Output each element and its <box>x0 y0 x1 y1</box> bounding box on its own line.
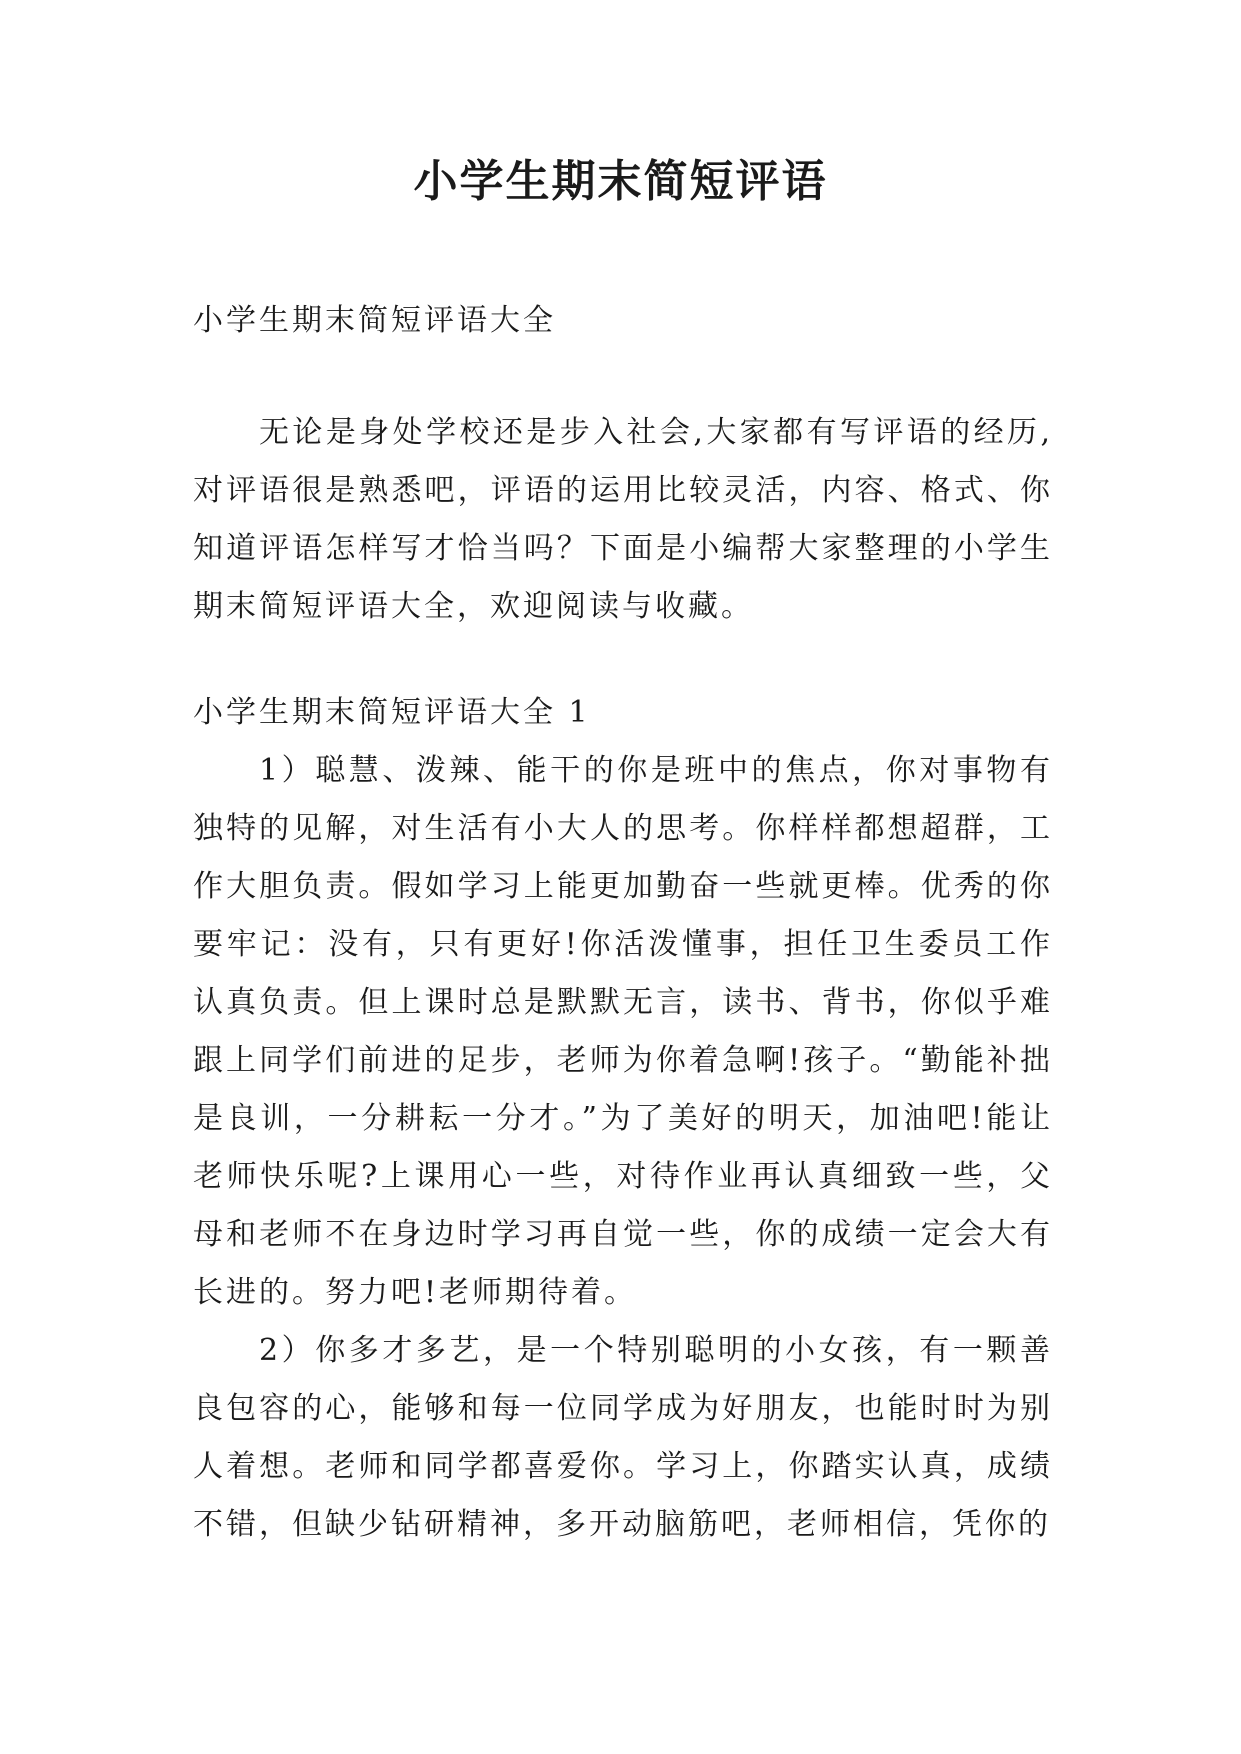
comment-paragraph-1: 1）聪慧、泼辣、能干的你是班中的焦点，你对事物有独特的见解，对生活有小大人的思考。你样样都想超群，工作大胆负责。假如学习上能更加勤奋一些就更棒。优秀的你要牢记：没有，只有更好!你活泼懂事，担任卫生委员工作认真负责。但上课时总是默默无言，读书、背书，你似乎难跟上同学们前进的足步，老师为你着急啊!孩子。“勤能补拙是良训，一分耕耘一分才。”为了美好的明天，加油吧!能让老师快乐呢?上课用心一些，对待作业再认真细致一些，父母和老师不在身边时学习再自觉一些，你的成绩一定会大有长进的。努力吧!老师期待着。 <box>193 753 1053 1310</box>
document-subtitle: 小学生期末简短评语大全 <box>193 303 556 338</box>
section-heading: 小学生期末简短评语大全 1 <box>193 695 591 730</box>
intro-paragraph: 无论是身处学校还是步入社会,大家都有写评语的经历,对评语很是熟悉吧，评语的运用比较灵活，内容、格式、你知道评语怎样写才恰当吗？下面是小编帮大家整理的小学生期末简短评语大全，欢迎阅读与收藏。 <box>193 415 1053 624</box>
spacer <box>193 350 1053 404</box>
comment-paragraph-2: 2）你多才多艺，是一个特别聪明的小女孩，有一颗善良包容的心，能够和每一位同学成为好朋友，也能时时为别人着想。老师和同学都喜爱你。学习上，你踏实认真，成绩不错，但缺少钻研精神，多开动脑筋吧，老师相信，凭你的 <box>193 1333 1053 1542</box>
document-body <box>193 292 1053 1554</box>
document-title: 小学生期末简短评语 <box>413 156 828 207</box>
spacer <box>193 636 1053 684</box>
